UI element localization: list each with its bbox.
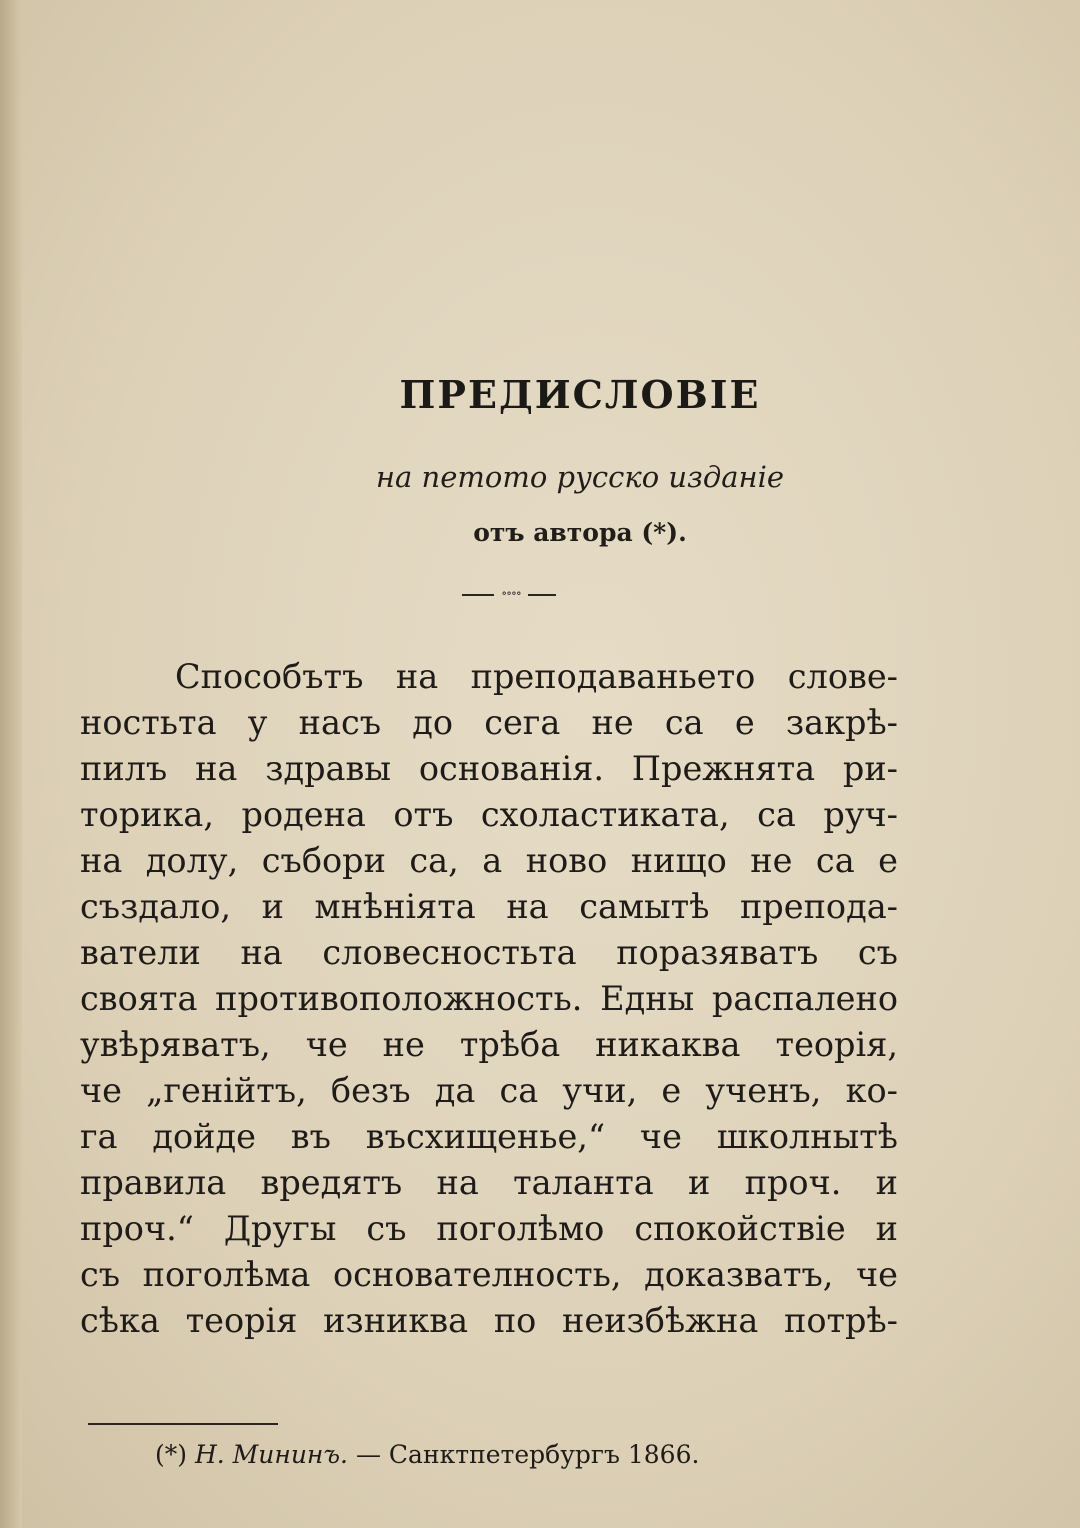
footnote-marker: (*): [155, 1440, 188, 1469]
text-line: на долу, събори са, а ново нищо не са е: [80, 841, 898, 880]
text-line: сѣка теорія изниква по неизбѣжна потрѣ-: [80, 1301, 898, 1340]
text-line: правила вредятъ на таланта и проч. и: [80, 1163, 898, 1202]
text-line: ватели на словесностьта поразяватъ съ: [80, 933, 898, 972]
text-line: създало, и мнѣніята на самытѣ препода-: [80, 887, 898, 926]
page-subtitle: на петото русско изданіе: [375, 460, 785, 494]
text-line: пилъ на здравы основанія. Прежнята ри-: [80, 749, 898, 788]
body-paragraph: [80, 654, 898, 1344]
footnote-author: Н. Мининъ.: [194, 1440, 349, 1469]
text-line: съ поголѣма основателность, доказватъ, че: [80, 1255, 898, 1294]
text-line: че „генійтъ, безъ да са учи, е ученъ, ко-: [80, 1071, 898, 1110]
footnote-place-year: — Санктпетербургъ 1866.: [355, 1440, 700, 1469]
footnote: [155, 1440, 795, 1469]
text-line: своята противоположность. Едны распалено: [80, 979, 898, 1018]
footnote-rule: [88, 1423, 278, 1425]
author-byline: отъ автора (*).: [473, 518, 687, 547]
text-line: Способътъ на преподаваньето слове-: [175, 657, 898, 696]
text-line: проч.“ Другы съ поголѣмо спокойствіе и: [80, 1209, 898, 1248]
text-line: га дойде въ въсхищенье,“ че школнытѣ: [80, 1117, 898, 1156]
page-title: ПРЕДИСЛОВІЕ: [399, 372, 761, 417]
ornament-divider: ∘∘∘∘: [462, 592, 556, 598]
page-binding-edge: [0, 0, 22, 1528]
text-line: ностьта у насъ до сега не са е закрѣ-: [80, 703, 898, 742]
text-line: увѣряватъ, че не трѣба никаква теорія,: [80, 1025, 898, 1064]
text-line: торика, родена отъ схоластиката, са руч-: [80, 795, 898, 834]
